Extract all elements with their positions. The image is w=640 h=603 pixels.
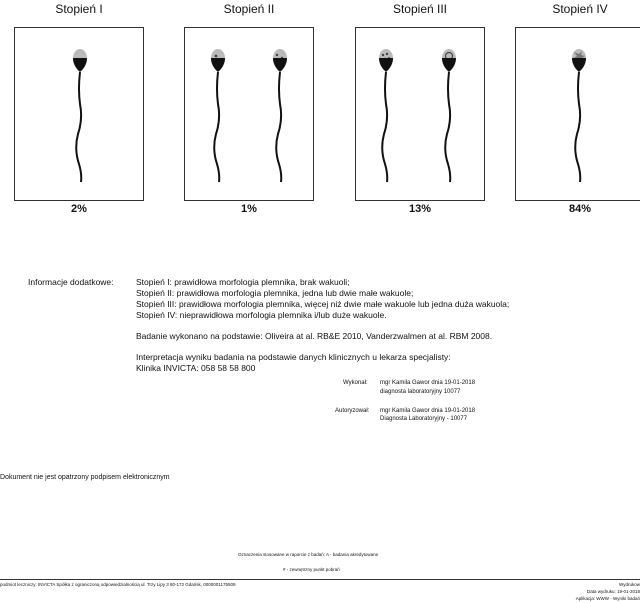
grade-1-image	[14, 27, 144, 201]
performed-label: Wykonał:	[343, 380, 368, 386]
sperm-cell-icon	[371, 44, 401, 184]
sperm-cell-icon	[434, 44, 464, 184]
sperm-cell-icon	[65, 44, 95, 184]
performed-line1: mgr Kamila Gawor dnia 19-01-2018	[380, 380, 476, 386]
footer-divider	[0, 579, 640, 580]
info-grade-3: Stopień III: prawidłowa morfologia plemnika, więcej niż dwie małe wakuole lub jedna duża wakuola;	[136, 299, 510, 309]
sperm-cell-icon	[203, 44, 233, 184]
grade-1-percent: 2%	[71, 203, 87, 215]
info-grade-1: Stopień I: prawidłowa morfologia plemnika, brak wakuoli;	[136, 277, 350, 287]
footer-legend-1: Oznaczenia stosowane w raporcie z badań: A - badania akredytowane	[238, 552, 379, 557]
grade-4-title: Stopień IV	[552, 2, 608, 16]
grade-4-image	[515, 27, 640, 201]
footer-application: Aplikacja: WWW - Wyniki badań	[575, 596, 640, 601]
grade-2-percent: 1%	[241, 203, 257, 215]
grade-2-image	[184, 27, 314, 201]
grade-4-percent: 84%	[568, 203, 592, 215]
document-note: Dokument nie jest opatrzony podpisem elektronicznym	[0, 474, 170, 481]
authorized-line1: mgr Kamila Gawor dnia 19-01-2018	[380, 408, 476, 414]
info-grade-4: Stopień IV: nieprawidłowa morfologia plemnika i/lub duże wakuole.	[136, 310, 387, 320]
grade-3-title: Stopień III	[392, 2, 448, 16]
authorized-label: Autoryzował:	[335, 408, 370, 414]
info-clinic: Klinika INVICTA: 058 58 58 800	[136, 363, 256, 373]
info-interpretation: Interpretacja wyniku badania na podstawie danych klinicznych u lekarza specjalisty:	[136, 352, 451, 362]
info-label: Informacje dodatkowe:	[28, 277, 114, 287]
footer-printed: Wydrukow	[619, 582, 640, 587]
grade-1-title: Stopień I	[55, 2, 103, 16]
info-basis: Badanie wykonano na podstawie: Oliveira at al. RB&E 2010, Vanderzwalmen at al. RBM 2008.	[136, 331, 493, 341]
sperm-cell-icon	[265, 44, 295, 184]
grade-3-image	[355, 27, 485, 201]
footer-legend-2: # - zewnętrzny punkt pobrań	[283, 567, 340, 572]
grade-3-percent: 13%	[408, 203, 432, 215]
info-grade-2: Stopień II: prawidłowa morfologia plemnika, jedna lub dwie małe wakuole;	[136, 288, 414, 298]
sperm-cell-icon	[564, 44, 594, 184]
footer-entity: podmiot leczniczy: INVICTA Spółka z ograniczoną odpowiedzialnością ul. Trzy Lipy 3 80-172 Gdańsk, 0000001175509	[0, 582, 236, 587]
performed-line2: diagnosta laboratoryjny 10077	[380, 389, 461, 395]
authorized-line2: Diagnosta Laboratoryjny - 10077	[380, 416, 468, 422]
footer-print-date: Data wydruku: 19-01-2018	[586, 589, 640, 594]
grade-2-title: Stopień II	[223, 2, 275, 16]
